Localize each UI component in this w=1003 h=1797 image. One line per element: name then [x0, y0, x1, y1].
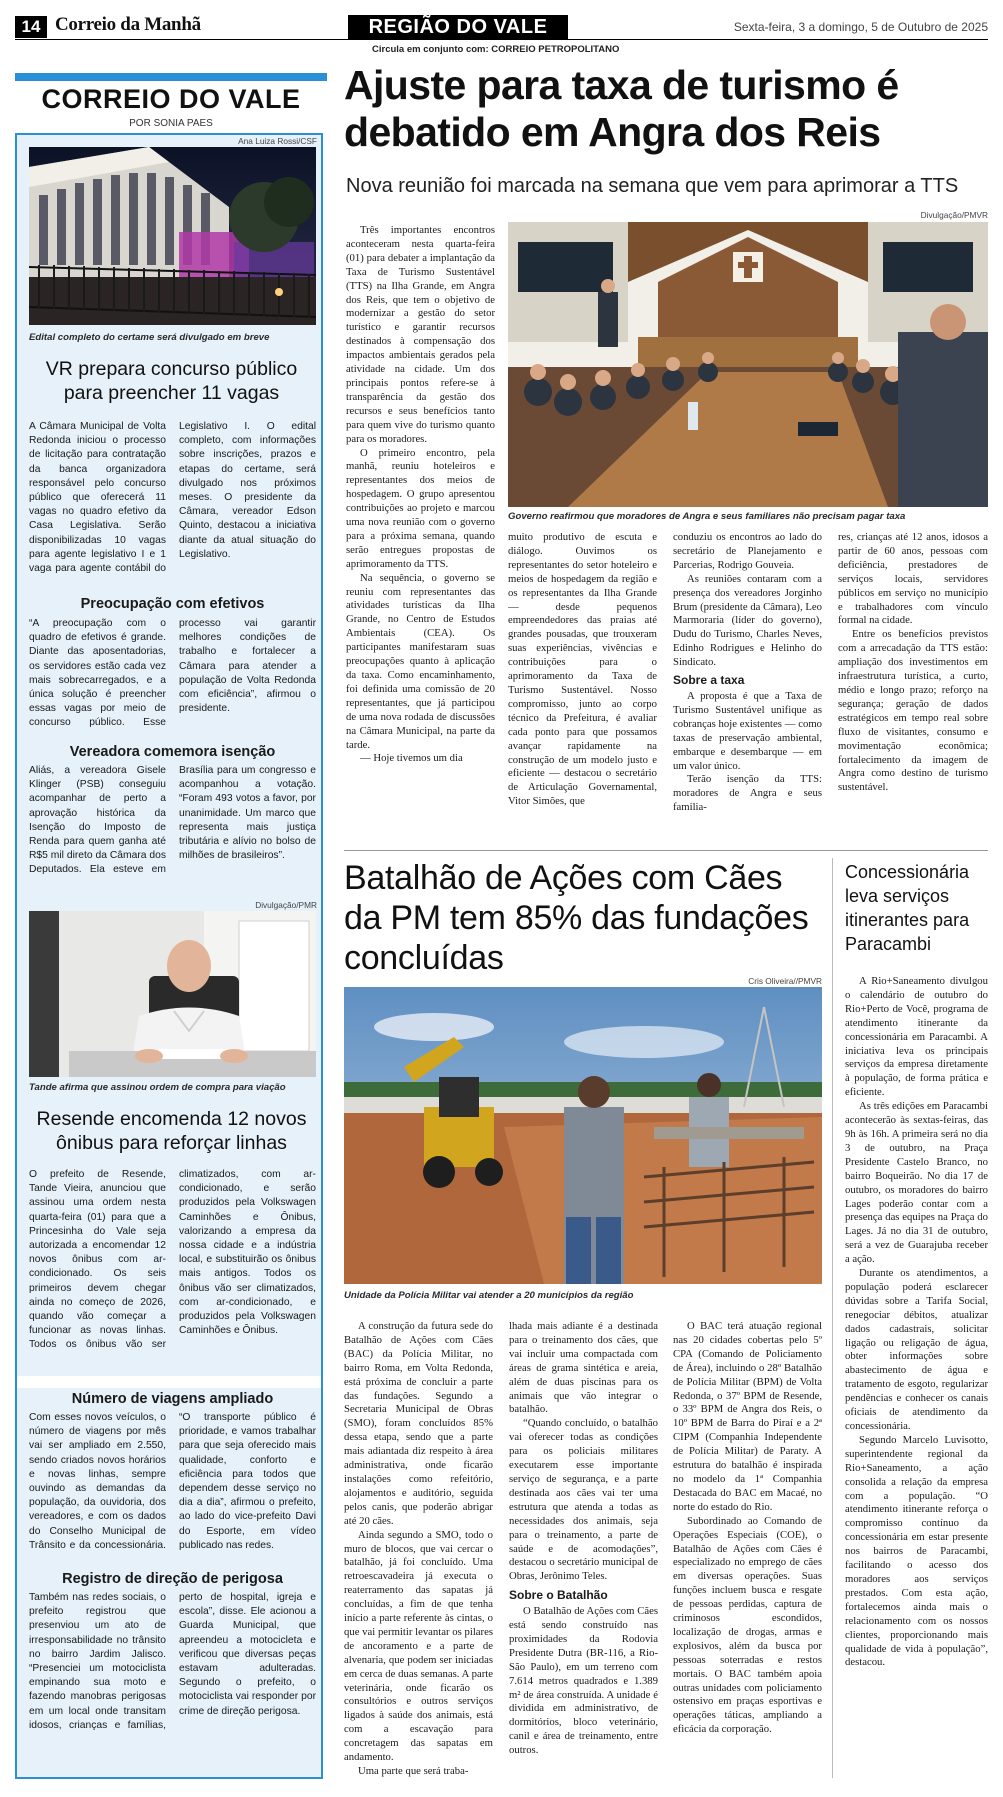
lead-column [838, 531, 988, 841]
article-paragraph: O Batalhão de Ações com Cães está sendo construído nas proximidades da Rodovia Presidente Dutra (BR-116, a Rio-São Paulo), em um terreno com 7.614 metros quadrados e 1.389 m² de área construída. A unidade é dividida em administrativo, de dormitórios, bloco veterinário, canil e área de treinamento, entre outros. [509, 1605, 658, 1757]
article-subhead: Sobre o Batalhão [509, 1588, 608, 1603]
lead-headline: Ajuste para taxa de turismo é debatido em Angra dos Reis [344, 62, 899, 155]
lead-column [346, 224, 495, 841]
story-subhead: Registro de direção de perigosa [62, 1571, 283, 1587]
story-subhead: Vereadora comemora isenção [69, 744, 276, 760]
article-paragraph: Entre os benefícios previstos com a arrecadação da TTS estão: ampliação dos investimentos em infraestrutura turística, a curto, médio e longo prazo; reforço na segurança; geração de dados estratégicos em tempo real sobre fluxo de visitantes, consumo e movimentação econômica; fortalecimento da imagem de Angra como destino de turismo sustentável. [838, 628, 988, 794]
story-body [29, 420, 316, 588]
story-subhead: Preocupação com efetivos [80, 596, 265, 612]
third-column [845, 975, 988, 1780]
story-headline: Resende encomenda 12 novos ônibus para reforçar linhas [36, 1108, 307, 1154]
story-paragraph: Com esses novos veículos, o número de viagens por mês vai ser ampliado em 2.550, sendo criados novos horários e novas linhas, sempre ouvindo as demandas da população, da ouvidoria, dos vereadores, e com os dados do Conselho Municipal de Trânsito e da concessionária. “O transporte público é prioridade, e vamos trabalhar para que seja oferecido mais qualidade, conforto e eficiência para todos que dependem desse serviço no dia a dia”, afirmou o prefeito, ao lado do vice-prefeito Davi do Esporte, em vídeo publicado nas redes. [29, 1412, 316, 1551]
lead-column [508, 531, 657, 841]
lead-subheadline: Nova reunião foi marcada na semana que vem para aprimorar a TTS [346, 175, 959, 197]
article-paragraph: — Hoje tivemos um dia [360, 752, 463, 765]
article-paragraph: A Rio+Saneamento divulgou o calendário de outubro do Rio+Perto de Você, programa de atendimento itinerante da concessionária em Paracambi. A iniciativa leva os principais serviços da empresa diretamente à população, de forma prática e eficiente. [845, 975, 988, 1099]
sidebar-top-bar [15, 73, 327, 81]
article-paragraph: conduziu os encontros ao lado do secretário de Planejamento e Parcerias, Rodrigo Gouveia. [673, 531, 822, 571]
photo-credit: Divulgação/PMVR [920, 210, 988, 220]
page-number: 14 [15, 16, 47, 38]
story-headline: VR prepara concurso público para preencher 11 vagas [45, 358, 298, 404]
column-divider [832, 858, 833, 1778]
article-paragraph: Segundo Marcelo Luvisotto, superintendente regional da Rio+Saneamento, a ação consolida a relação da empresa com a população. “O atendimento itinerante reforça o compromisso contínuo da concessionária em estar presente nos bairros de Paracambi, facilitando o acesso dos moradores aos serviços prestados. Com esta ação, fortalecemos ainda mais o relacionamento com os nossos clientes, proporcionando mais qualidade de vida à população”, destacou. [845, 1433, 988, 1669]
photo-caption: Tande afirma que assinou ordem de compra para viação [29, 1082, 286, 1093]
section-banner: REGIÃO DO VALE [348, 15, 568, 39]
story-subhead: Número de viagens ampliado [71, 1391, 274, 1407]
story-paragraph: O prefeito de Resende, Tande Vieira, anunciou que assinou uma ordem nesta quarta-feira (01) para que a Princesinha do Vale seja autorizada a encomendar 12 novos ônibus com ar-condicionado. Os seis primeiros devem chegar ainda no começo de 2026, quando vão começar a funcionar as novas linhas. Todos os ônibus vão ser climatizados, com ar-condicionado, e serão produzidos pela Volkswagen Caminhões e Ônibus, valorizando a empresa da nossa cidade e a indústria local, e substituirão os ônibus mais antigos. Todos os ônibus vão ser climatizados, com ar-condicionado, e produzidos pela Volkswagen Caminhões e Ônibus. [29, 1169, 316, 1351]
article-paragraph: Terão isenção da TTS: moradores de Angra e seus familia- [673, 773, 822, 814]
photo-caption: Unidade da Polícia Militar vai atender a 20 municípios da região [344, 1290, 634, 1301]
meeting-photo [508, 222, 988, 507]
edition-date: Sexta-feira, 3 a domingo, 5 de Outubro de 2025 [733, 20, 988, 34]
header-rule [15, 39, 988, 40]
paper-name: Correio da Manhã [55, 14, 201, 35]
article-paragraph: Três importantes encontros aconteceram nesta quarta-feira (01) para debater a implantação da Taxa de Turismo Sustentável (TTS) na Ilha Grande, em Angra dos Reis, que tem o objetivo de modernizar a gestão do setor turístico e garantir recursos destinados à compensação dos impactos ambientais gerados pela atividade na cidade. Um dos principais pontos refere-se à transparência da gestão dos recursos e seus benefícios tanto para quem vive do turismo quanto para os moradores. [346, 224, 495, 445]
story-body [29, 1591, 316, 1771]
circulation-note: Circula em conjunto com: CORREIO PETROPOLITANO [372, 44, 620, 55]
article-paragraph: A construção da futura sede do Batalhão de Ações com Cães (BAC) da Polícia Militar, no bairro Roma, em Volta Redonda, está próxima de concluir a parte das fundações. Segundo a Secretaria Municipal de Obras (SMO), foram concluídos 85% dessa etapa, sendo que a parte mais adiantada diz respeito à área administrativa, onde ficarão instalações como refeitório, alojamentos e auditório, seguida pelos canis, que poderão abrigar até 20 cães. [344, 1320, 493, 1527]
mayor-photo [29, 911, 316, 1077]
article-paragraph: O primeiro encontro, pela manhã, reuniu hoteleiros e representantes dos meios de hospedagem. O grupo apresentou contribuições ao projeto e marcou uma nova reunião com o governo para a próxima semana, quando serão entregues propostas de aprimoramento da TTS. [346, 446, 495, 570]
article-paragraph: Ainda segundo a SMO, todo o muro de blocos, que vai cercar o batalhão, já foi concluído. Uma retroescavadeira já executa o reaterramento das sapatas já concluídas, a fim de que tenha início a parte referente às cintas, o que vai permitir levantar os pilares de ancoramento e a parte de alvenaria, que podem ser iniciadas em cerca de duas semanas. A parte veterinária, onde ficarão os consultórios e outros serviços ligados à saúde dos animais, está com a escavação para concretagem das sapatas em andamento. [344, 1528, 493, 1764]
photo-credit: Divulgação/PMR [255, 900, 317, 910]
story-paragraph: Também nas redes sociais, o prefeito registrou que presenviou um ato de irresponsabilidade no trânsito no bairro Jardim Jalisco. “Presenciei um motociclista empinando sua moto e fazendo manobras perigosas em um local onde transitam idosos, crianças e famílias, perto de hospital, igreja e escola”, disse. Ele acionou a Guarda Municipal, que apreendeu a motocicleta e verificou que diversas peças estavam adulteradas. Segundo o prefeito, o motociclista vai responder por crime de direção perigosa. [29, 1592, 316, 1731]
article-paragraph: Subordinado ao Comando de Operações Especiais (COE), o Batalhão de Ações com Cães é especializado no emprego de cães em diversas operações. Suas funções incluem busca e resgate de pessoas perdidas, captura de criminosos escondidos, localização de drogas, armas e explosivos, além da busca por pessoas soterradas e restos mortais. O BAC também apoia outras unidades com policiamento ostensivo em praças esportivas e operações táticas, ampliando a eficácia da corporação. [673, 1514, 822, 1736]
building-photo [29, 147, 316, 325]
third-headline: Concessionária leva serviços itinerantes para Paracambi [845, 862, 970, 954]
lead-column [673, 531, 822, 841]
photo-caption: Governo reafirmou que moradores de Angra e seus familiares não precisam pagar taxa [508, 511, 906, 522]
article-subhead: Sobre a taxa [673, 673, 745, 688]
article-paragraph: “Quando concluído, o batalhão vai oferecer todas as condições para os policiais militares executarem esse importante serviço de segurança, e a parte destinada aos cães vai ter uma estrutura que atenda a todas as necessidades dos animais, seja para o treinamento, a parte de saúde e de acomodações”, destacou o secretário municipal de Obras, Jerônimo Teles. [509, 1417, 658, 1583]
story-body [29, 1411, 316, 1567]
lead-bottom-rule [344, 850, 988, 851]
article-paragraph: A proposta é que a Taxa de Turismo Sustentável unifique as cobranças hoje existentes — como taxas de preservação ambiental, embarque e desembarque — em um valor único. [673, 689, 822, 772]
story-body [29, 764, 316, 892]
second-headline: Batalhão de Ações com Cães da PM tem 85% das fundações concluídas [344, 859, 809, 977]
second-column [673, 1320, 822, 1782]
second-column [509, 1320, 658, 1782]
story-body [29, 1168, 316, 1366]
photo-credit: Cris Oliveira//PMVR [748, 976, 822, 986]
story-paragraph: Aliás, a vereadora Gisele Klinger (PSB) conseguiu acompanhar de perto a aprovação histórica da Isenção do Imposto de Renda para quem ganha até R$5 mil direto da Câmara dos Deputados. Ela esteve em Brasília para um congresso e acompanhou a votação. “Foram 493 votos a favor, por unanimidade. Um marco que representa mais justiça tributária e alívio no bolso de milhões de brasileiros”. [29, 765, 316, 876]
article-paragraph: As três edições em Paracambi acontecerão às sextas-feiras, das 9h às 16h. A primeira será no dia 3 de outubro, na Praça Presidente Castelo Branco, no bairro Boqueirão. No dia 17 de outubro, os moradores do bairro Lages poderão contar com a presença das equipes na Praça do Lages. Já no dia 31 de outubro, será a vez de Guarajuba receber a ação. [845, 1100, 988, 1266]
sidebar-divider [17, 1376, 321, 1388]
story-paragraph: A Câmara Municipal de Volta Redonda iniciou o processo de licitação para contratação da banca organizadora responsável pelo concurso público que oferecerá 11 vagas no quadro efetivo da Casa Legislativa. Serão disponibilizadas 10 vagas para agente legislativo I e 1 vaga para agente contábil do Legislativo I. O edital completo, com informações sobre inscrições, prazos e etapas do certame, será divulgado nos próximos meses. O presidente da Câmara, vereador Edson Quinto, destacou a iniciativa diante da atual situação do Legislativo. [29, 421, 316, 575]
article-paragraph: Uma parte que será traba- [358, 1765, 469, 1777]
photo-caption: Edital completo do certame será divulgado em breve [29, 332, 270, 343]
article-paragraph: res, crianças até 12 anos, idosos a partir de 60 anos, pessoas com deficiência, prestadores de serviços locais, servidores públicos em serviço no município e trabalhadores com vínculo formal na cidade. [838, 531, 988, 627]
article-paragraph: lhada mais adiante é a destinada para o treinamento dos cães, que vai incluir uma compactada com áreas de grama sintética e areia, além de duas piscinas para os animais que vão integrar o batalhão. [509, 1320, 658, 1416]
article-paragraph: Durante os atendimentos, a população poderá esclarecer dúvidas sobre a Tarifa Social, renegociar débitos, atualizar dados cadastrais, solicitar ligação ou religação de água, obter informações sobre abastecimento de água e tratamento de esgoto, regularizar pendências e conhecer os canais oficiais de atendimento da concessionária. [845, 1267, 988, 1432]
photo-credit: Ana Luiza Rossi/CSF [238, 136, 317, 146]
sidebar-byline: POR SONIA PAES [129, 118, 213, 129]
story-paragraph: “A preocupação com o quadro de efetivos é grande. Diante das aposentadorias, os servidores estão cada vez mais sobrecarregados, e a única solução é preencher essas vagas por meio de concurso público. Esse processo vai garantir melhores condições de trabalho e fortalecer a Câmara para atender a população de Volta Redonda com eficiência”, afirmou o presidente. [29, 618, 316, 729]
construction-photo [344, 987, 822, 1284]
second-column [344, 1320, 493, 1782]
article-paragraph: O BAC terá atuação regional nas 20 cidades cobertas pelo 5º CPA (Comando de Policiamento de Área), incluindo o 28º Batalhão de Polícia Militar (BPM) de Volta Redonda, o 37º BPM de Resende, o 33º BPM de Angra dos Reis, o 10º BPM de Barra do Piraí e a 2ª CIPM (Companhia Independente de Polícia Militar) de Paraty. A estrutura do batalhão é inspirada no modelo da 1ª Companhia Destacada do BAC em Macaé, no norte do estado do Rio. [673, 1320, 822, 1513]
story-body [29, 617, 316, 745]
article-paragraph: As reuniões contaram com a presença dos vereadores Jorginho Brum (presidente da Câmara), Leo Marmoraria (líder do governo), Dudu do Turismo, Charles Neves, Edinho Rodrigues e Helinho do Sindicato. [673, 572, 822, 669]
article-paragraph: Na sequência, o governo se reuniu com representantes das atividades turísticas da Ilha Grande, no Centro de Estudos Ambientais (CEA). Os participantes manifestaram suas preocupações quanto à aplicação da taxa. Como encaminhamento, foi definida uma comissão de 20 representantes, que já participou de uma nova rodada de discussões na Câmara Municipal, na parte da tarde. [346, 571, 495, 751]
article-paragraph: muito produtivo de escuta e diálogo. Ouvimos os representantes do setor hoteleiro e meios de hospedagem da região e os representantes da Ilha Grande — desde pequenos empreendedores das praias até grandes pousadas, que trouxeram suas experiências, vivências e contribuições para o aprimoramento da Taxa de Turismo Sustentável. Nosso compromisso, junto ao corpo técnico da Prefeitura, é avaliar cada ponto para que possamos avançar rapidamente na construção de um modelo justo e eficiente — destacou o secretário de Articulação Governamental, Vitor Simões, que [508, 531, 657, 808]
sidebar-column-title: CORREIO DO VALE [41, 84, 301, 114]
